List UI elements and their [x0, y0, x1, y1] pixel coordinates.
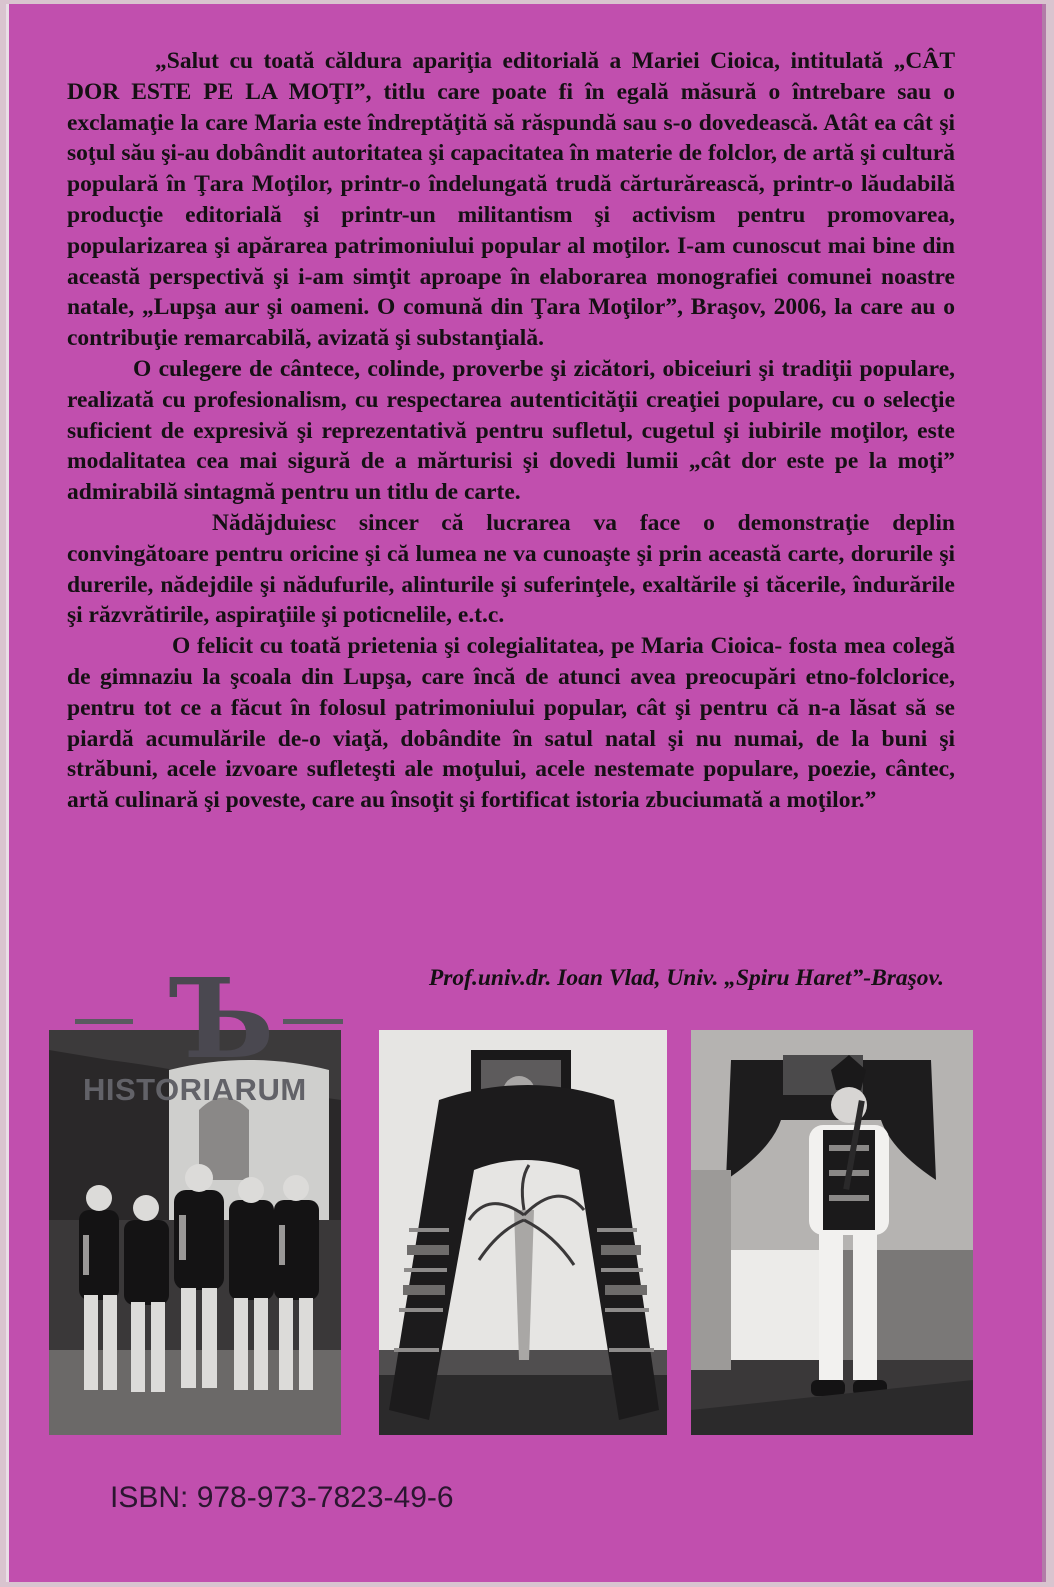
- watermark-line-left: [75, 1019, 133, 1024]
- historiarum-watermark: [75, 954, 375, 1114]
- watermark-line-right: [283, 1019, 343, 1024]
- book-back-cover: [6, 4, 1046, 1582]
- photo-icon-towels: [379, 1030, 667, 1435]
- endorsement-paragraph-4: O felicit cu toată prietenia şi colegialitatea, pe Maria Cioica- fosta mea colegă de gimnaziu la şcoala din Lupşa, care încă de atunci avea preocupări etno-folclorice, pentru tot ce a făcut în folosul patrimoniului popular, cât şi pentru că n-a lăsat să se piardă acumulările de-o viaţă, dobândite în satul natal şi nu numai, de la buni şi străbuni, acele izvoare sufleteşti ale moţului, acele nestemate populare, poezie, cântec, artă culinară şi poveste, care au însoţit şi fortificat istoria zbuciumată a moţilor.”: [67, 633, 955, 814]
- endorsement-text: [67, 46, 955, 816]
- isbn-label: ISBN: 978-973-7823-49-6: [110, 1481, 454, 1514]
- author-signature: Prof.univ.dr. Ioan Vlad, Univ. „Spiru Haret”-Braşov.: [428, 965, 944, 991]
- watermark-text: HISTORIARUM: [83, 1072, 307, 1107]
- endorsement-paragraph-2: O culegere de cântece, colinde, proverbe şi zicători, obiceiuri şi tradiţii populare, realizată cu profesionalism, cu respectarea autenticităţii creaţiei populare, cu o selecţie suficient de expresivă şi reprezentativă pentru sufletul, cugetul şi iubirile moţilor, este modalitatea cea mai sigură de a mărturisi şi dovedi lumii „cât dor este pe la moţi” admirabilă sintagmă pentru un titlu de carte.: [67, 355, 955, 506]
- endorsement-paragraph-1: „Salut cu toată căldura apariţia editorială a Mariei Cioica, intitulată „CÂT DOR ESTE PE LA MOŢI”, titlu care poate fi în egală măsură o întrebare sau o exclamaţie la care Maria este îndreptăţită să răspundă sau s-o dovedească. Atât ea cât şi soţul său şi-au dobândit autoritatea şi capacitatea în materie de folclor, de artă şi cultură populară în Ţara Moţilor, printr-o îndelungată trudă cărturărească, printr-o lăudabilă producţie editorială şi printr-un militantism şi activism pentru promovarea, popularizarea şi apărarea patrimoniului popular al moţilor. I-am cunoscut mai bine din această perspectivă şi i-am simţit aproape în elaborarea monografiei comunei noastre natale, „Lupşa aur şi oameni. O comună din Ţara Moţilor”, Braşov, 2006, la care au o contribuţie remarcabilă, avizată şi substanţială.: [67, 48, 955, 352]
- watermark-logo-icon: Ъ: [169, 954, 275, 1083]
- photo-flute-player: [691, 1030, 973, 1435]
- endorsement-paragraph-3: Nădăjduiesc sincer că lucrarea va face o demonstraţie deplin convingătoare pentru oricine şi că lumea ne va cunoaşte şi prin această carte, dorurile şi durerile, nădejdile şi nădufurile, alinturile şi suferinţele, exaltările şi tăcerile, îndurările şi răzvrătirile, aspiraţiile şi poticnelile, e.t.c.: [67, 509, 955, 629]
